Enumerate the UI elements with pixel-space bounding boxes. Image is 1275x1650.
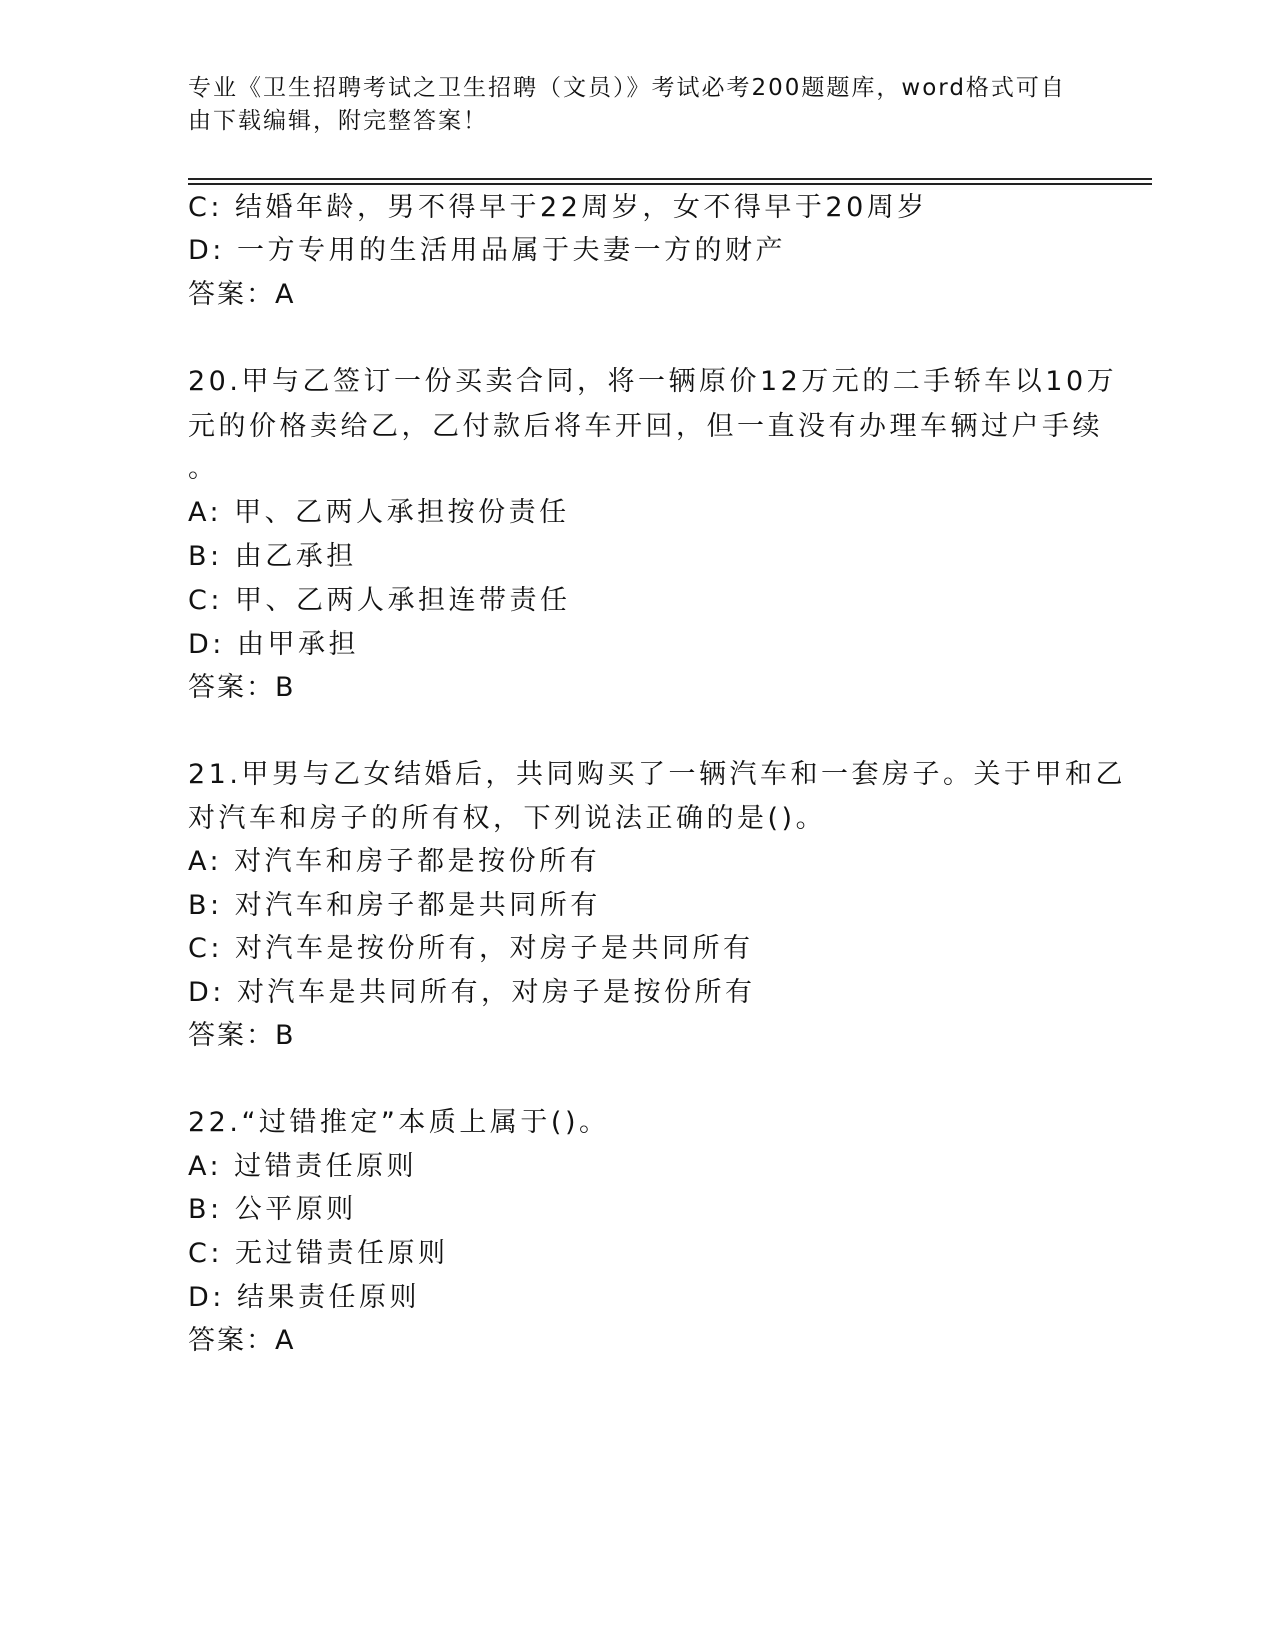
q21-option-b: B: 对汽车和房子都是共同所有	[188, 890, 601, 921]
q20-option-d: D: 由甲承担	[188, 629, 359, 660]
prev-option-c: C: 结婚年龄，男不得早于22周岁，女不得早于20周岁	[188, 192, 928, 223]
q20-option-a: A: 甲、乙两人承担按份责任	[188, 497, 570, 528]
q22-option-c: C: 无过错责任原则	[188, 1238, 449, 1269]
header-line-2: 由下载编辑，附完整答案！	[188, 108, 488, 134]
prev-answer: 答案：A	[188, 279, 296, 310]
header-line-1: 专业《卫生招聘考试之卫生招聘（文员）》考试必考200题题库，word格式可自	[188, 75, 1066, 101]
q20-option-b: B: 由乙承担	[188, 541, 357, 572]
q20-option-c: C: 甲、乙两人承担连带责任	[188, 585, 571, 616]
q21-stem-line-2: 对汽车和房子的所有权，下列说法正确的是()。	[188, 803, 827, 834]
q22-option-b: B: 公平原则	[188, 1194, 357, 1225]
q21-option-a: A: 对汽车和房子都是按份所有	[188, 846, 601, 877]
q20-stem-line-3: 。	[188, 453, 219, 484]
header-divider-top	[188, 178, 1152, 180]
q22-option-a: A: 过错责任原则	[188, 1151, 418, 1182]
q21-answer: 答案：B	[188, 1020, 296, 1051]
document-header	[188, 72, 1068, 138]
q21-option-d: D: 对汽车是共同所有，对房子是按份所有	[188, 977, 756, 1008]
q22-answer: 答案：A	[188, 1325, 296, 1356]
q21-option-c: C: 对汽车是按份所有，对房子是共同所有	[188, 933, 754, 964]
q21-stem-line-1: 21.甲男与乙女结婚后，共同购买了一辆汽车和一套房子。关于甲和乙	[188, 759, 1126, 790]
q22-option-d: D: 结果责任原则	[188, 1282, 420, 1313]
q20-stem-line-1: 20.甲与乙签订一份买卖合同，将一辆原价12万元的二手轿车以10万	[188, 366, 1118, 397]
q20-answer: 答案：B	[188, 672, 296, 703]
q22-stem-line-1: 22.“过错推定”本质上属于()。	[188, 1107, 610, 1138]
q20-stem-line-2: 元的价格卖给乙，乙付款后将车开回，但一直没有办理车辆过户手续	[188, 411, 1103, 442]
header-divider-bottom	[188, 183, 1152, 185]
prev-option-d: D: 一方专用的生活用品属于夫妻一方的财产	[188, 235, 786, 266]
